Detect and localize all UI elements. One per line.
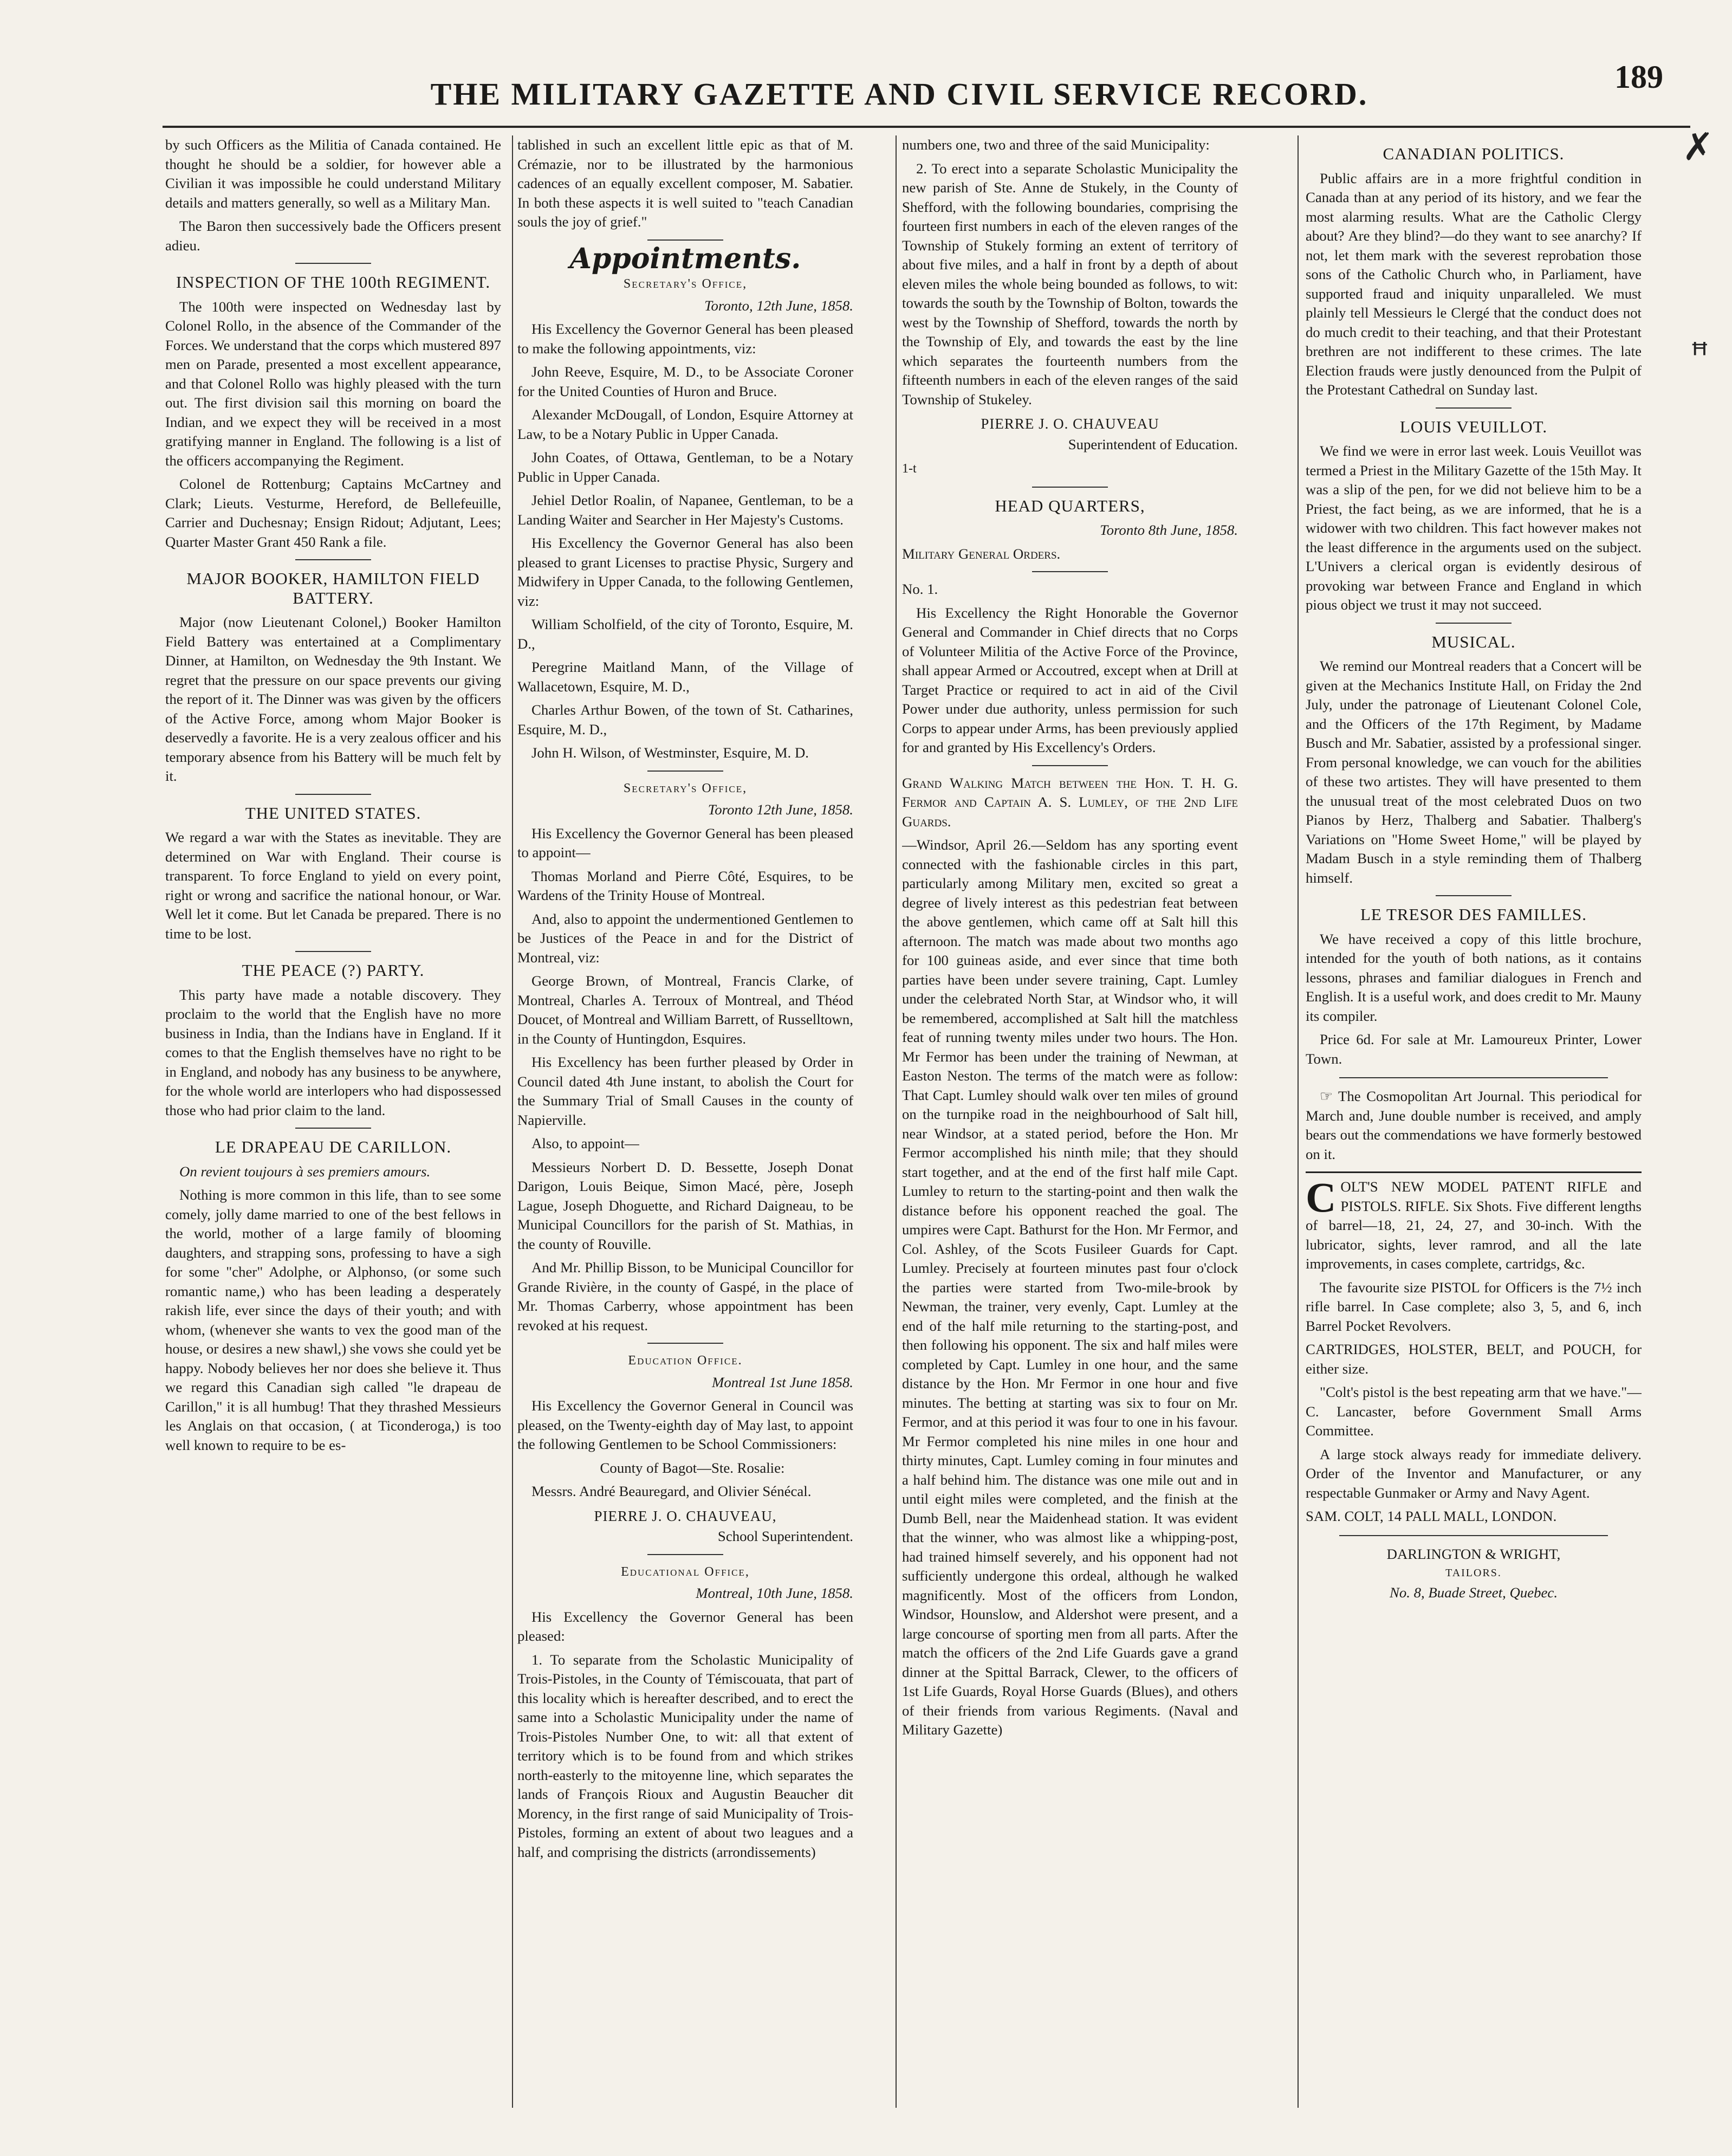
article-paragraph: —Windsor, April 26.—Seldom has any sporting event connected with the fashionable circles in this part, particularly among Military men, excited so great a degree of lively interest as this pedestrian feat between the above gentlemen, which came off at Salt hill this afternoon. The match was made about two months ago for 100 guineas aside, and ever since that time both parties have been under severe training, Capt. Lumley under the celebrated North Star, at Windsor who, it will be remembered, accomplished at Salt hill the matchless feat of running twenty miles under two hours. The Hon. Mr Fermor has been under the training of Newman, at Easton Neston. The terms of the match were as follow: That Capt. Lumley should walk over ten miles of ground on the turnpike road in the neighbourhood of Salt hill, near Windsor, at a stated period, before the Hon. Mr Fermor accomplished his ninth mile; that they should start together, and at the end of the first half mile Capt. Lumley to return to the starting-point and then walk the distance before his opponent reached the goal. The umpires were Capt. Bathurst for the Hon. Mr Fermor, and Col. Ashley, of the Scots Fusileer Guards for Capt. Lumley. Precisely at fourteen minutes past four o'clock the parties were started from Two-mile-brook by Newman, the trainer, very evenly, Capt. Lumley at the end of the half mile returning to the starting-post, and then following his opponent. The six and half miles were completed by Capt. Lumley in one hour, and the same distance by the Hon. Mr Fermor in one hour and five minutes. The betting at starting was six to four on Mr. Fermor, and at this period it was four to one in his favour. Mr Fermor completed his nine miles in one hour and thirty minutes, Capt. Lumley coming in four minutes and a half behind him. The distance was one mile out and in until eight miles were completed, and the finish at the Dumb Bell, near the Maidenhead station. It was evident that the winner, who was almost like a whipping-post, had trained himself severely, and his opponent had not sufficiently undergone this ordeal, although he walked magnificently. Most of the officers from London, Windsor, Hounslow, and Aldershot were present, and a large concourse of sporting men from all parts. After the match the officers of the 2nd Life Guards gave a grand dinner at the Spittal Barrack, Clewer, to the officers of 1st Life Guards, Royal Horse Guards (Blues), and others of their friends from various Regiments. (Naval and Military Gazette) xyxy=(902,837,1238,1738)
notice-paragraph: 1. To separate from the Scholastic Municipality of Trois-Pistoles, in the County of Témiscouata, that part of this locality which is hereafter described, and to erect the same into a Scholastic Municipality under the name of Trois-Pistoles Number One, to wit: all that extent of territory which is to be found from and which strikes north-easterly to the mitoyenne line, which separates the lands of François Rioux and Augustin Beaucher dit Morency, in the first range of said Municipality of Trois-Pistoles, forming an extent of about two leagues and a half, and comprising the districts (arrondissements) xyxy=(517,1651,853,1860)
divider xyxy=(1032,765,1108,766)
article-paragraph: Major (now Lieutenant Colonel,) Booker Hamilton Field Battery was entertained at a Complimentary Dinner, at Hamilton, on Wednesday the 9th Instant. We regret that the pressure on our space prevents our giving the report of it. The Dinner was was given by the officers of the Active Force, among whom Major Booker is deservedly a favorite. He is a very zealous officer and his temporary absence from his Battery will be much felt by it. xyxy=(165,614,501,784)
divider xyxy=(295,951,371,952)
notice-paragraph: William Scholfield, of the city of Toronto, Esquire, M. D., xyxy=(517,616,853,652)
notice-paragraph: ☞ The Cosmopolitan Art Journal. This periodical for March and, June double number is received, and amply bears out the commendations we have formerly bestowed on it. xyxy=(1306,1088,1642,1162)
article-paragraph: Price 6d. For sale at Mr. Lamoureux Printer, Lower Town. xyxy=(1306,1031,1642,1067)
signature: PIERRE J. O. CHAUVEAU, xyxy=(594,1507,777,1524)
article-paragraph: We regard a war with the States as inevitable. They are determined on War with England. Their course is transparent. To force England to yield on every point, right or wrong and sacrifice the national honour, or War. Well let it come. But let Canada be prepared. There is no time to be lost. xyxy=(165,829,501,942)
column-4 xyxy=(1306,135,1642,2108)
article-paragraph: Colonel de Rottenburg; Captains McCartney and Clark; Lieuts. Vesturme, Hereford, de Bellefeuille, Carrier and Duchesnay; Ensign Ridout; Adjutant, Lees; Quarter Master Grant 450 Rank a file. xyxy=(165,476,501,550)
handwritten-mark: ꟸ xyxy=(1690,336,1709,374)
headline-drapeau: LE DRAPEAU DE CARILLON. xyxy=(215,1137,452,1156)
ad-text: "Colt's pistol is the best repeating arm that we have."—C. Lancaster, before Government Small Arms Committee. xyxy=(1306,1384,1642,1439)
headline-walking-match: Grand Walking Match between the Hon. T. H. G. Fermor and Captain A. S. Lumley, of the 2nd Life Guards. xyxy=(902,774,1238,830)
article-paragraph: The 100th were inspected on Wednesday last by Colonel Rollo, in the absence of the Commander of the Forces. We understand that the corps which mustered 897 men on Parade, presented a most excellent appearance, and that Colonel Rollo was highly pleased with the turn out. The first division sail this morning on board the Indian, and we expect they will be received in a most gratifying manner in England. The following is a list of the officers accompanying the Regiment. xyxy=(165,298,501,469)
notice-paragraph: Peregrine Maitland Mann, of the Village of Wallacetown, Esquire, M. D., xyxy=(517,659,853,695)
headline-peace-party: THE PEACE (?) PARTY. xyxy=(242,961,425,980)
notice-paragraph: John Reeve, Esquire, M. D., to be Associate Coroner for the United Counties of Huron and Bruce. xyxy=(517,364,853,399)
masthead-title: THE MILITARY GAZETTE AND CIVIL SERVICE RECORD. xyxy=(430,76,1368,112)
divider xyxy=(647,1343,723,1344)
notice-paragraph: His Excellency the Governor General has been pleased to appoint— xyxy=(517,825,853,860)
divider xyxy=(1339,1077,1608,1078)
dateline: Montreal, 10th June, 1858. xyxy=(696,1585,853,1601)
colt-advertisement xyxy=(1306,1171,1642,1526)
notice-paragraph: His Excellency has been further pleased by Order in Council dated 4th June instant, to abolish the Court for the Summary Trial of Small Causes in the county of Napierville. xyxy=(517,1054,853,1128)
signature-title: Superintendent of Education. xyxy=(1068,436,1238,452)
headline-musical: MUSICAL. xyxy=(1431,632,1516,651)
divider xyxy=(1032,571,1108,572)
article-paragraph: The Baron then successively bade the Officers present adieu. xyxy=(165,218,501,254)
tailor-advertisement xyxy=(1306,1545,1642,1603)
article-continuation: by such Officers as the Militia of Canada contained. He thought he should be a soldier, for however able a Civilian it was impossible he could understand Military details and matters generally, so well as a Military Man. xyxy=(165,137,501,211)
column-divider xyxy=(512,135,513,2108)
notice-paragraph: Jehiel Detlor Roalin, of Napanee, Gentleman, to be a Landing Waiter and Searcher in Her Majesty's Customs. xyxy=(517,492,853,528)
notice-paragraph: His Excellency the Governor General has been pleased to make the following appointments, viz: xyxy=(517,321,853,357)
signature: PIERRE J. O. CHAUVEAU xyxy=(981,416,1159,432)
article-paragraph: This party have made a notable discovery. They proclaim to the world that the English have no more business in India, than the Indians have in England. If it comes to that the English themselves have no right to be in England, and nobody has any business to be anywhere, for the whole world are interlopers who had dispossessed those who had prior claim to the land. xyxy=(165,986,501,1118)
divider xyxy=(647,1554,723,1555)
dateline: Toronto 8th June, 1858. xyxy=(1100,522,1238,538)
notice-paragraph: Thomas Morland and Pierre Côté, Esquires, to be Wardens of the Trinity House of Montreal. xyxy=(517,867,853,903)
margin-mark: 1-t xyxy=(902,462,917,476)
office-heading: Secretary's Office, xyxy=(623,277,748,291)
notice-paragraph: His Excellency the Governor General has been pleased: xyxy=(517,1608,853,1644)
order-paragraph: His Excellency the Right Honorable the Governor General and Commander in Chief directs that no Corps of Volunteer Militia of the Active Force of the Province, shall appear Armed or Accoutred, except when at Drill at Target Practice or required to act in aid of the Civil Power under due authority, unless permission for such Corps to appear under Arms, has been previously applied for and granted by His Excellency's Orders. xyxy=(902,604,1238,755)
signature-title: School Superintendent. xyxy=(717,1528,853,1544)
divider xyxy=(1032,487,1108,488)
ad-text: A large stock always ready for immediate delivery. Order of the Inventor and Manufacturer, or any respectable Gunmaker or Army and Navy Agent. xyxy=(1306,1446,1642,1501)
divider xyxy=(295,559,371,560)
dateline: Toronto, 12th June, 1858. xyxy=(704,297,853,314)
divider xyxy=(295,263,371,264)
notice-paragraph: Messrs. André Beauregard, and Olivier Sénécal. xyxy=(531,1483,812,1499)
divider xyxy=(647,239,723,241)
notice-paragraph: His Excellency the Governor General has also been pleased to grant Licenses to practise Physic, Surgery and Midwifery in Upper Canada, to the following Gentlemen, viz: xyxy=(517,535,853,609)
headline-united-states: THE UNITED STATES. xyxy=(245,803,421,823)
office-heading: Education Office. xyxy=(628,1354,743,1368)
column-divider xyxy=(1298,135,1299,2108)
article-paragraph: We have received a copy of this little brochure, intended for the youth of both nations, as it contains lessons, phrases and familiar dialogues in French and English. It is a useful work, and does credit to Mr. Mauny its compiler. xyxy=(1306,930,1642,1024)
order-number: No. 1. xyxy=(902,581,938,597)
drop-cap: C xyxy=(1306,1174,1337,1221)
divider xyxy=(647,771,723,772)
headline-booker: MAJOR BOOKER, HAMILTON FIELD BATTERY. xyxy=(186,569,480,607)
article-paragraph: Nothing is more common in this life, than to see some comely, jolly dame married to one of the best fellows in the world, mother of a large family of blooming daughters, and strapping sons, professing to have a sigh for some "cher" Adolphe, or Alphonso, (or some such romantic name,) who has been leading a desperately rakish life, ever since the days of their youth; and with whom, (whenever she wants to vex the good man of the house, or desires a new shawl,) she vows she could yet be happy. Nobody believes her nor does she believe it. Thus we regard this Canadian sigh called "le drapeau de Carillon," it is all humbug! That they thrashed Messieurs les Anglais on that occasion, ( at Ticonderoga,) is too well known to require to be es- xyxy=(165,1187,501,1453)
column-3 xyxy=(902,135,1238,2108)
office-heading: Secretary's Office, xyxy=(623,781,748,795)
headline-appointments: Appointments. xyxy=(569,242,801,275)
column-2 xyxy=(517,135,853,2108)
column-divider xyxy=(896,135,897,2108)
article-continuation: numbers one, two and three of the said Municipality: xyxy=(902,137,1210,153)
notice-paragraph: County of Bagot—Ste. Rosalie: xyxy=(600,1459,785,1476)
headline-canadian-politics: CANADIAN POLITICS. xyxy=(1383,144,1565,163)
divider xyxy=(295,794,371,795)
notice-paragraph: 2. To erect into a separate Scholastic Municipality the new parish of Ste. Anne de Stukely, in the County of Shefford, with the following boundaries, comprising the fourteen first numbers in each of the eleven ranges of the Township of Stukely forming an extent of territory of about five miles, and a half in front by a depth of about eleven miles the whole being bounded as follows, to wit: towards the south by the Township of Bolton, towards the west by the Township of Shefford, towards the north by the Township of Ely, and towards the east by the line which separates the fourteenth numbers from the fifteenth numbers in each of the eleven ranges of the said Township of Stukeley. xyxy=(902,160,1238,407)
divider xyxy=(295,1128,371,1129)
dateline: Montreal 1st June 1858. xyxy=(712,1374,853,1390)
column-1 xyxy=(165,135,501,2108)
ad-title: DARLINGTON & WRIGHT, xyxy=(1386,1545,1561,1562)
article-paragraph: Public affairs are in a more frightful condition in Canada than at any period of its history, and we fear the most alarming results. What are the Catholic Clergy about? Are they blind?—do they want to see anarchy? If not, let them mark with the severest reprobation those sons of the Catholic Church who, in Parliament, have supported fraud and iniquity unparalleled. We must plainly tell Messieurs le Clergé that the conduct does not do much credit to their teaching, and that their Protestant brethren are not indifferent to these crimes. The late Election frauds were justly denounced from the Pulpit of the Protestant Cathedral on Sunday last. xyxy=(1306,170,1642,398)
notice-paragraph: His Excellency the Governor General in Council was pleased, on the Twenty-eighth day of May last, to appoint the following Gentlemen to be School Commissioners: xyxy=(517,1397,853,1452)
notice-paragraph: And, also to appoint the undermentioned Gentlemen to be Justices of the Peace in and for the District of Montreal, viz: xyxy=(517,910,853,966)
notice-paragraph: Charles Arthur Bowen, of the town of St. Catharines, Esquire, M. D., xyxy=(517,702,853,737)
motto: On revient toujours à ses premiers amours. xyxy=(179,1163,431,1180)
article-paragraph: We remind our Montreal readers that a Concert will be given at the Mechanics Institute Hall, on Friday the 2nd July, under the patronage of Lieutenant Colonel Cole, and the Officers of the 17th Regiment, by Madame Busch and Mr. Sabatier, assisted by a professional singer. From personal knowledge, we can vouch for the abilities of these two artistes. They will have presented to them the unusual treat of the most celebrated Duos on two Pianos by Herz, Thalberg and Sabatier. Thalberg's Variations on "Home Sweet Home," will be played by Madam Busch in a style reminding them of Thalberg himself. xyxy=(1306,658,1642,886)
headline-tresor: LE TRESOR DES FAMILLES. xyxy=(1360,905,1587,924)
ad-subtitle: TAILORS. xyxy=(1445,1567,1502,1579)
ad-text: The favourite size PISTOL for Officers is the 7½ inch rifle barrel. In Case complete; also 3, 5, and 6, inch Barrel Pocket Revolvers. xyxy=(1306,1279,1642,1334)
ad-text: OLT'S NEW MODEL PATENT RIFLE and PISTOLS. RIFLE. Six Shots. Five different lengths of barrel—18, 21, 24, 27, and 30-inch. With the lubricator, sights, lever ramrod, and all the late improvements, in cases complete, cartridgs, &c. xyxy=(1306,1179,1642,1272)
article-continuation: tablished in such an excellent little epic as that of M. Crémazie, nor to be illustrated by the harmonious cadences of an equally excellent composer, M. Sabatier. In both these aspects it is well suited to "teach Canadian souls the joy of grief." xyxy=(517,137,853,230)
divider xyxy=(1436,895,1512,896)
divider xyxy=(1436,407,1512,409)
notice-paragraph: And Mr. Phillip Bisson, to be Municipal Councillor for Grande Rivière, in the county of Gaspé, in the place of Mr. Thomas Carberry, whose appointment has been revoked at his request. xyxy=(517,1259,853,1333)
orders-label: Military General Orders. xyxy=(902,545,1061,562)
ad-address: No. 8, Buade Street, Quebec. xyxy=(1389,1584,1558,1601)
page-number: 189 xyxy=(1614,59,1663,95)
headline-inspection: INSPECTION OF THE 100th REGIMENT. xyxy=(176,273,491,292)
notice-paragraph: John H. Wilson, of Westminster, Esquire, M. D. xyxy=(531,744,809,761)
handwritten-mark: ✗ xyxy=(1682,125,1714,169)
notice-paragraph: George Brown, of Montreal, Francis Clarke, of Montreal, Charles A. Terroux of Montreal, and Théod Doucet, of Montreal and William Barrett, of Russelltown, in the County of Huntingdon, Esquires. xyxy=(517,973,853,1047)
divider xyxy=(1339,1535,1608,1536)
notice-paragraph: Messieurs Norbert D. D. Bessette, Joseph Donat Darigon, Louis Beique, Simon Macé, père, Joseph Lague, Joseph Dhoguette, and Richard Daigneau, to be Municipal Councillors for the parish of St. Mathias, in the county of Rouville. xyxy=(517,1158,853,1252)
ad-text: SAM. COLT, 14 PALL MALL, LONDON. xyxy=(1306,1508,1557,1524)
headline-veuillot: LOUIS VEUILLOT. xyxy=(1399,417,1548,436)
office-heading: Educational Office, xyxy=(621,1564,750,1579)
masthead-rule xyxy=(163,126,1690,128)
article-paragraph: We find we were in error last week. Louis Veuillot was termed a Priest in the Military Gazette of the 15th May. It was a slip of the pen, for we did not believe him to be a Priest, the fact being, as we are informed, that he is a widower with two children. This fact however makes not the least difference in the arguments used on the subject. L'Univers a clerical organ is evidently desirous of provoking war between France and England in which pious object we trust it may not succeed. xyxy=(1306,443,1642,613)
divider xyxy=(1436,623,1512,624)
notice-paragraph: Also, to appoint— xyxy=(531,1135,639,1151)
ad-text: CARTRIDGES, HOLSTER, BELT, and POUCH, for either size. xyxy=(1306,1341,1642,1377)
notice-paragraph: Alexander McDougall, of London, Esquire Attorney at Law, to be a Notary Public in Upper Canada. xyxy=(517,406,853,442)
notice-paragraph: John Coates, of Ottawa, Gentleman, to be a Notary Public in Upper Canada. xyxy=(517,449,853,485)
dateline: Toronto 12th June, 1858. xyxy=(708,801,853,818)
headline-head-quarters: HEAD QUARTERS, xyxy=(995,496,1145,515)
